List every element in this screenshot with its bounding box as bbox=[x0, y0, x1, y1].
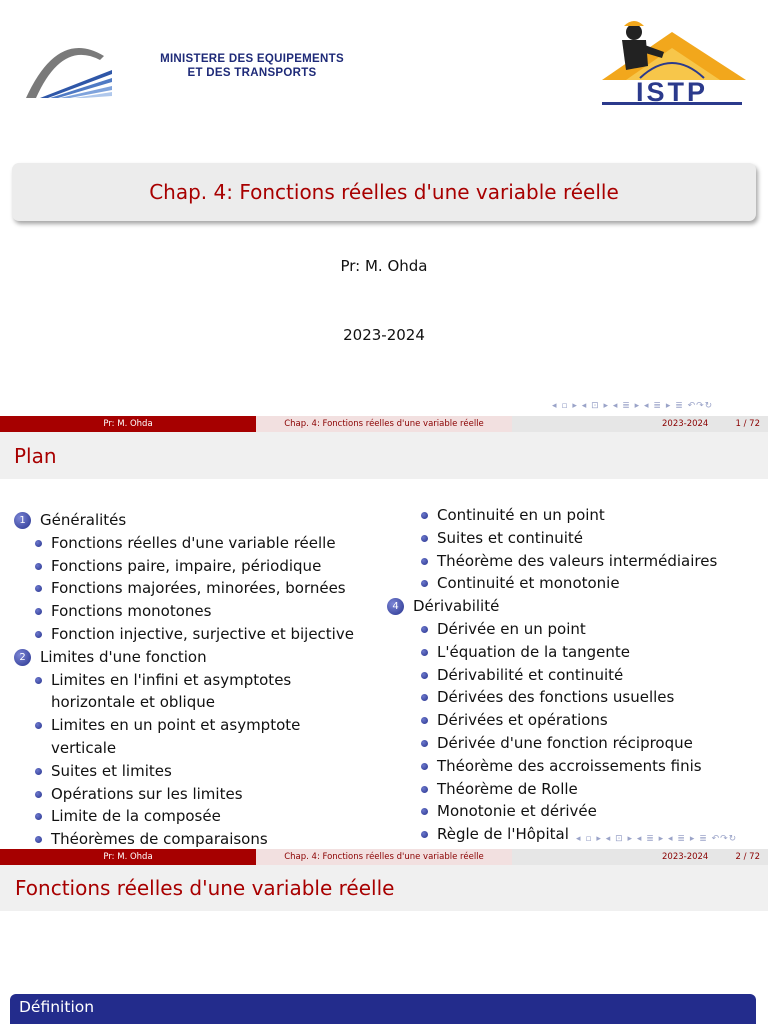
istp-logo-text: ISTP bbox=[635, 77, 708, 107]
section-number-badge: 1 bbox=[14, 512, 31, 529]
plan-item[interactable]: Dérivée en un point bbox=[419, 618, 765, 641]
plan-section[interactable] bbox=[387, 595, 765, 618]
footer-year: 2023-2024 bbox=[662, 852, 709, 862]
plan-item[interactable]: Fonctions paire, impaire, périodique bbox=[33, 555, 386, 578]
section-title: Dérivabilité bbox=[413, 597, 500, 616]
bridge-logo-icon bbox=[18, 26, 118, 104]
academic-year: 2023-2024 bbox=[343, 326, 425, 344]
plan-item[interactable]: Théorème des accroissements finis bbox=[419, 755, 765, 778]
plan-item[interactable]: Suites et continuité bbox=[419, 527, 765, 550]
ministry-logo bbox=[18, 26, 383, 104]
footer-page-number: 1 / 72 bbox=[735, 419, 760, 429]
ministry-name-line1: MINISTERE DES EQUIPEMENTS bbox=[160, 53, 344, 65]
footer-year: 2023-2024 bbox=[662, 419, 709, 429]
ministry-name-line2: ET DES TRANSPORTS bbox=[187, 67, 317, 79]
beamer-navigation-icons[interactable]: ◂ ▫ ▸ ◂ ⊡ ▸ ◂ ≣ ▸ ◂ ≣ ▸ ≣ ↶↷↻ bbox=[552, 401, 714, 411]
plan-left-column bbox=[14, 509, 386, 851]
plan-item[interactable]: Continuité en un point bbox=[419, 504, 765, 527]
plan-item[interactable]: Fonctions réelles d'une variable réelle bbox=[33, 532, 386, 555]
plan-item[interactable]: Fonction injective, surjective et bijective bbox=[33, 623, 386, 646]
plan-item[interactable]: Suites et limites bbox=[33, 760, 333, 783]
plan-item[interactable]: Limites en un point et asymptote verticale bbox=[33, 714, 333, 760]
footer-title: Chap. 4: Fonctions réelles d'une variable réelle bbox=[256, 849, 512, 865]
footer-title: Chap. 4: Fonctions réelles d'une variable réelle bbox=[256, 416, 512, 432]
plan-item[interactable]: Opérations sur les limites bbox=[33, 783, 333, 806]
footer-info bbox=[512, 416, 768, 432]
footer-page-number: 2 / 72 bbox=[735, 852, 760, 862]
slide-footer bbox=[0, 849, 768, 865]
plan-item[interactable]: Théorème des valeurs intermédiaires bbox=[419, 550, 765, 573]
plan-item[interactable]: Théorèmes de comparaisons bbox=[33, 828, 333, 851]
definition-block-header bbox=[10, 994, 756, 1024]
plan-item[interactable]: Dérivabilité et continuité bbox=[419, 664, 765, 687]
plan-item[interactable]: Dérivées et opérations bbox=[419, 709, 765, 732]
plan-item[interactable]: Dérivées des fonctions usuelles bbox=[419, 686, 765, 709]
presentation-title: Chap. 4: Fonctions réelles d'une variable réelle bbox=[149, 180, 619, 204]
frame-title: Plan bbox=[14, 444, 57, 468]
slide-footer bbox=[0, 416, 768, 432]
plan-item[interactable]: Monotonie et dérivée bbox=[419, 800, 765, 823]
plan-item[interactable]: Limite de la composée bbox=[33, 805, 333, 828]
istp-logo bbox=[596, 18, 748, 106]
definition-block-title: Définition bbox=[19, 998, 95, 1016]
section-number-badge: 2 bbox=[14, 649, 31, 666]
plan-item[interactable]: Fonctions majorées, minorées, bornées bbox=[33, 577, 386, 600]
plan-item[interactable]: Théorème de Rolle bbox=[419, 778, 765, 801]
footer-author: Pr: M. Ohda bbox=[0, 416, 256, 432]
plan-section[interactable] bbox=[14, 646, 386, 669]
author-name: Pr: M. Ohda bbox=[340, 257, 428, 275]
plan-item[interactable]: Fonctions monotones bbox=[33, 600, 386, 623]
plan-item[interactable]: Limites en l'infini et asymptotes horizontale et oblique bbox=[33, 669, 333, 715]
frame-title-bar bbox=[0, 432, 768, 479]
section-title: Généralités bbox=[40, 511, 127, 529]
plan-section[interactable] bbox=[14, 509, 386, 532]
footer-info bbox=[512, 849, 768, 865]
plan-item[interactable]: Règle de l'Hôpital bbox=[419, 823, 765, 846]
plan-right-column bbox=[387, 504, 765, 846]
section-title: Limites d'une fonction bbox=[40, 647, 207, 666]
frame-title-bar bbox=[0, 865, 768, 911]
title-box bbox=[12, 163, 756, 221]
frame-title: Fonctions réelles d'une variable réelle bbox=[15, 876, 395, 900]
footer-author: Pr: M. Ohda bbox=[0, 849, 256, 865]
plan-item[interactable]: L'équation de la tangente bbox=[419, 641, 765, 664]
beamer-navigation-icons[interactable]: ◂ ▫ ▸ ◂ ⊡ ▸ ◂ ≣ ▸ ◂ ≣ ▸ ≣ ↶↷↻ bbox=[576, 834, 738, 844]
plan-item[interactable]: Continuité et monotonie bbox=[419, 572, 765, 595]
plan-item[interactable]: Dérivée d'une fonction réciproque bbox=[419, 732, 765, 755]
section-number-badge: 4 bbox=[387, 598, 404, 615]
